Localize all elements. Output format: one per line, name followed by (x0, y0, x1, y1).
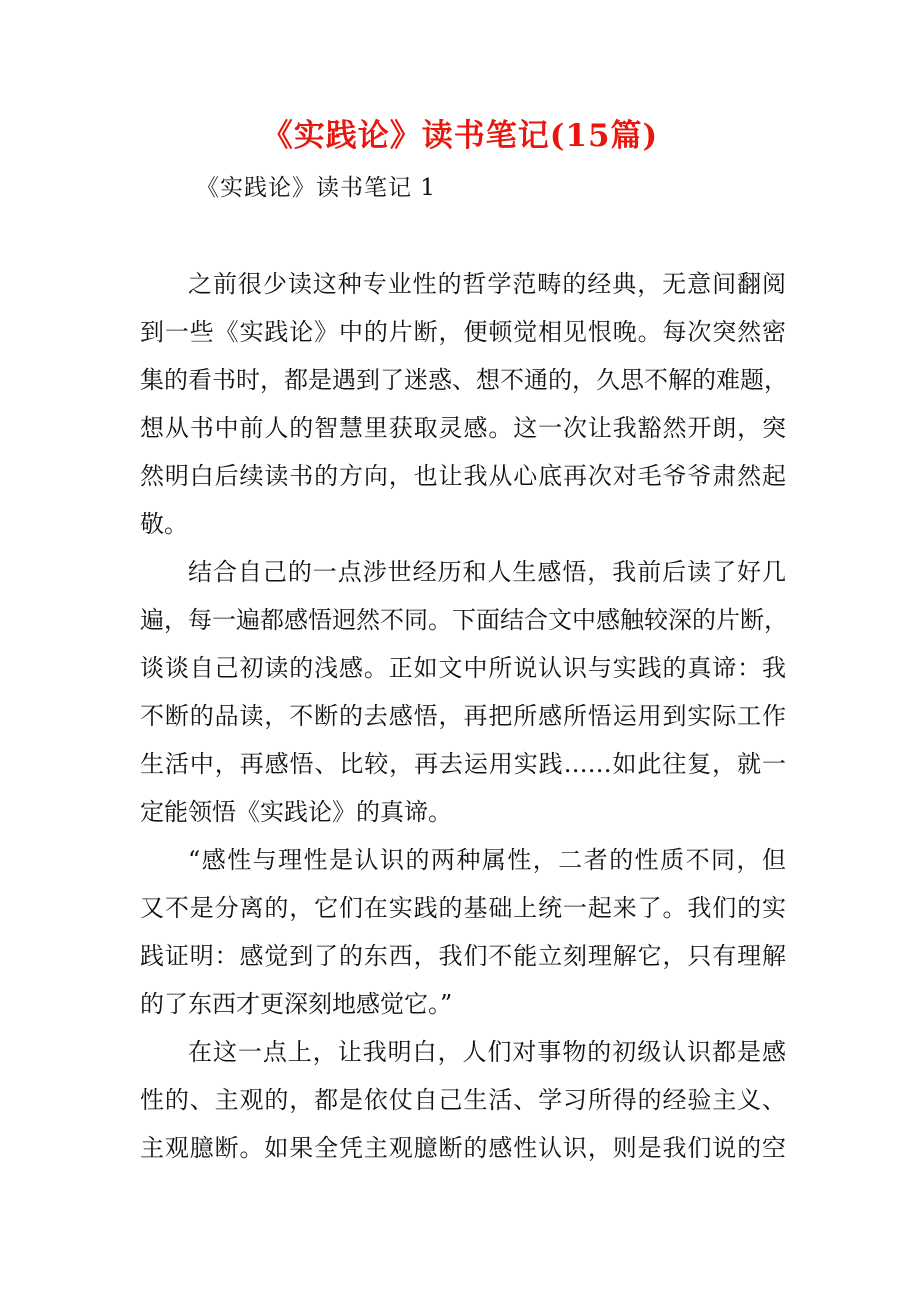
document-subtitle: 《实践论》读书笔记 1 (196, 175, 436, 201)
text-line: 集的看书时，都是遇到了迷惑、想不通的，久思不解的难题， (140, 366, 788, 394)
text-line: 结合自己的一点涉世经历和人生感悟，我前后读了好几 (188, 558, 786, 586)
paragraph (140, 260, 786, 548)
document-body (140, 260, 786, 1172)
text-line: 遍，每一遍都感悟迥然不同。下面结合文中感触较深的片断， (140, 606, 788, 634)
document-title: 《实践论》读书笔记(15篇) (261, 118, 659, 154)
text-line: 想从书中前人的智慧里获取灵感。这一次让我豁然开朗，突 (140, 414, 786, 442)
text-line: 的了东西才更深刻地感觉它。” (140, 990, 453, 1018)
text-line: 谈谈自己初读的浅感。正如文中所说认识与实践的真谛：我 (140, 654, 786, 682)
text-line: 到一些《实践论》中的片断，便顿觉相见恨晚。每次突然密 (140, 318, 786, 346)
text-line: 定能领悟《实践论》的真谛。 (140, 798, 452, 826)
text-line: 不断的品读，不断的去感悟，再把所感所悟运用到实际工作 (140, 702, 786, 730)
text-line: 然明白后续读书的方向，也让我从心底再次对毛爷爷肃然起 (140, 462, 786, 490)
text-line: 敬。 (140, 510, 188, 538)
text-line: 在这一点上，让我明白，人们对事物的初级认识都是感 (188, 1038, 786, 1066)
text-line: 性的、主观的，都是依仗自己生活、学习所得的经验主义、 (140, 1086, 786, 1114)
text-line: 践证明：感觉到了的东西，我们不能立刻理解它，只有理解 (140, 942, 786, 970)
text-line: “感性与理性是认识的两种属性，二者的性质不同，但 (188, 846, 786, 874)
paragraph (140, 548, 786, 836)
text-line: 又不是分离的，它们在实践的基础上统一起来了。我们的实 (140, 894, 786, 922)
quote-paragraph (140, 836, 786, 1028)
paragraph (140, 1028, 786, 1172)
text-line: 之前很少读这种专业性的哲学范畴的经典，无意间翻阅 (188, 270, 786, 298)
text-line: 主观臆断。如果全凭主观臆断的感性认识，则是我们说的空 (140, 1134, 786, 1162)
text-line: 生活中，再感悟、比较，再去运用实践……如此往复，就一 (140, 750, 786, 778)
